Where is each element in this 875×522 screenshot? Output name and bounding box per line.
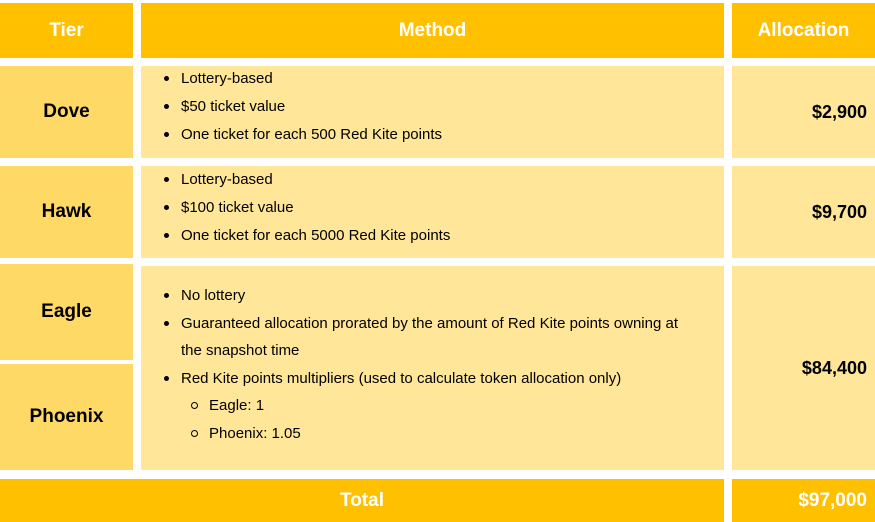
bullet-icon (164, 132, 169, 137)
method-dove (141, 66, 724, 158)
header-allocation: Allocation (732, 3, 875, 58)
list-item: No lottery (141, 282, 245, 310)
tier-dove: Dove (0, 66, 133, 158)
circle-bullet-icon (191, 430, 198, 437)
allocation-dove: $2,900 (732, 66, 875, 158)
list-item: Red Kite points multipliers (used to calculate token allocation only) (141, 365, 621, 393)
tier-hawk: Hawk (0, 166, 133, 258)
list-item: Guaranteed allocation prorated by the amount of Red Kite points owning at (141, 310, 678, 338)
bullet-icon (164, 177, 169, 182)
sub-list-item: Eagle: 1 (141, 392, 264, 420)
list-item: One ticket for each 5000 Red Kite points (141, 222, 450, 250)
list-item-continuation: the snapshot time (181, 342, 300, 359)
tier-phoenix: Phoenix (0, 364, 133, 470)
bullet-icon (164, 104, 169, 109)
list-item: Lottery-based (141, 65, 273, 93)
total-label: Total (0, 479, 724, 522)
bullet-icon (164, 76, 169, 81)
total-value: $97,000 (732, 479, 875, 522)
header-method: Method (141, 3, 724, 58)
list-item: Lottery-based (141, 166, 273, 194)
allocation-eagle-phoenix: $84,400 (732, 266, 875, 470)
tier-eagle: Eagle (0, 264, 133, 360)
list-item: $100 ticket value (141, 194, 294, 222)
header-tier: Tier (0, 3, 133, 58)
bullet-icon (164, 293, 169, 298)
bullet-icon (164, 205, 169, 210)
method-hawk (141, 166, 724, 258)
list-item: One ticket for each 500 Red Kite points (141, 121, 442, 149)
list-item: $50 ticket value (141, 93, 285, 121)
bullet-icon (164, 321, 169, 326)
bullet-icon (164, 233, 169, 238)
method-eagle-phoenix (141, 266, 724, 470)
bullet-icon (164, 376, 169, 381)
sub-list-item: Phoenix: 1.05 (141, 420, 301, 448)
allocation-hawk: $9,700 (732, 166, 875, 258)
circle-bullet-icon (191, 402, 198, 409)
